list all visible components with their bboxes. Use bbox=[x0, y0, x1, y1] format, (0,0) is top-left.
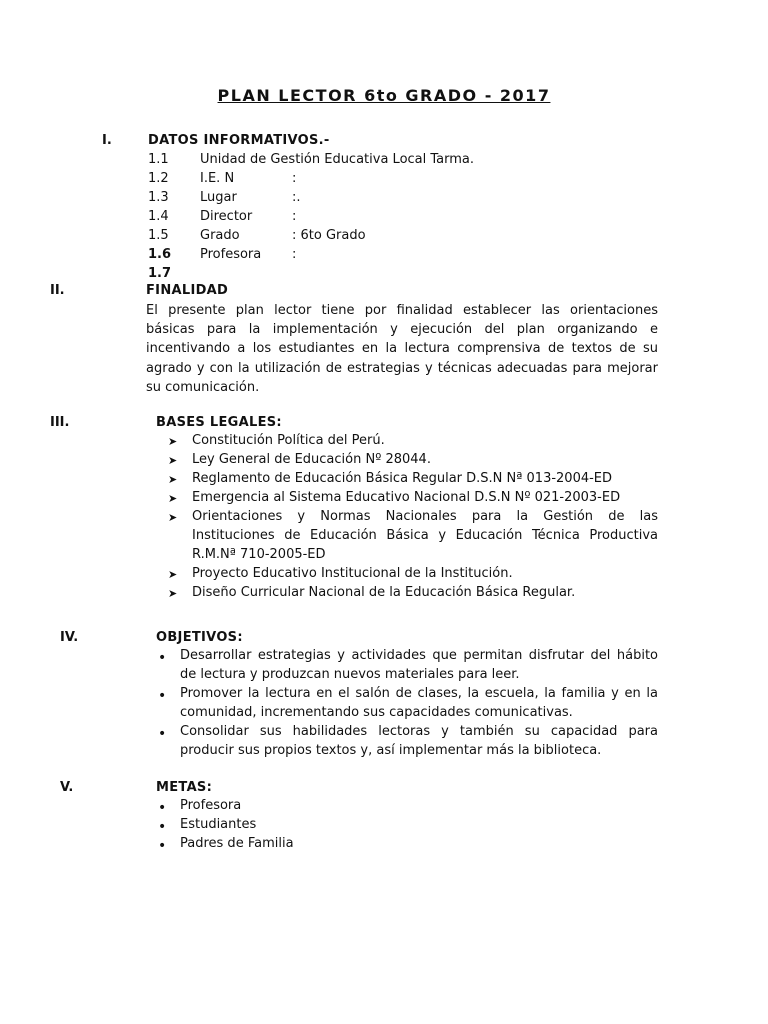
datos-item-value: : 6to Grado bbox=[292, 228, 366, 243]
arrow-bullet-icon: ➤ bbox=[168, 454, 178, 467]
arrow-bullet-icon: ➤ bbox=[168, 473, 178, 486]
bullet-dot-icon: • bbox=[158, 726, 167, 742]
datos-item-value: : bbox=[292, 209, 297, 224]
bullet-dot-icon: • bbox=[158, 800, 167, 816]
bullet-dot-icon: • bbox=[158, 688, 167, 704]
list-item-line: Promover la lectura en el salón de clases, la escuela, la familia y en la bbox=[180, 686, 658, 701]
section-5-number: V. bbox=[60, 780, 74, 795]
datos-item-number: 1.3 bbox=[148, 190, 169, 205]
datos-item-label: Profesora bbox=[200, 247, 262, 262]
paragraph-line: su comunicación. bbox=[146, 379, 260, 395]
section-4-number: IV. bbox=[60, 630, 79, 645]
datos-item-number: 1.4 bbox=[148, 209, 169, 224]
arrow-bullet-icon: ➤ bbox=[168, 568, 178, 581]
datos-item-number: 1.1 bbox=[148, 152, 169, 167]
datos-item-value: : bbox=[292, 247, 297, 262]
section-2-heading: FINALIDAD bbox=[146, 283, 229, 298]
arrow-bullet-icon: ➤ bbox=[168, 492, 178, 505]
section-3-heading: BASES LEGALES: bbox=[156, 415, 282, 430]
datos-item-label: Unidad de Gestión Educativa Local Tarma. bbox=[200, 152, 475, 167]
bullet-dot-icon: • bbox=[158, 819, 167, 835]
datos-item-value: :. bbox=[292, 190, 301, 205]
section-2-number: II. bbox=[50, 283, 65, 298]
finalidad-paragraph bbox=[146, 301, 658, 397]
list-item-line: Instituciones de Educación Básica y Educación Técnica Productiva bbox=[192, 528, 658, 543]
list-item: Profesora bbox=[180, 798, 242, 813]
datos-item-number: 1.7 bbox=[148, 266, 172, 281]
list-item-line: Consolidar sus habilidades lectoras y también su capacidad para bbox=[180, 724, 658, 739]
section-3-number: III. bbox=[50, 415, 70, 430]
list-item: Emergencia al Sistema Educativo Nacional D.S.N Nº 021-2003-ED bbox=[192, 490, 621, 505]
section-5-heading: METAS: bbox=[156, 780, 213, 795]
datos-item-label: Lugar bbox=[200, 190, 237, 205]
section-1-heading: DATOS INFORMATIVOS.- bbox=[148, 133, 330, 148]
list-item-line: de lectura y produzcan nuevos materiales para leer. bbox=[180, 667, 520, 682]
datos-item-number: 1.6 bbox=[148, 247, 172, 262]
paragraph-line: incentivando a los estudiantes en la lectura comprensiva de textos de su bbox=[146, 341, 658, 357]
paragraph-line: básicas para la implementación y ejecución del plan organizando e bbox=[146, 322, 658, 338]
bullet-dot-icon: • bbox=[158, 650, 167, 666]
document-title: PLAN LECTOR 6to GRADO - 2017 bbox=[217, 86, 551, 105]
list-item: Diseño Curricular Nacional de la Educación Básica Regular. bbox=[192, 585, 576, 600]
bullet-dot-icon: • bbox=[158, 838, 167, 854]
list-item: Estudiantes bbox=[180, 817, 257, 832]
list-item-line: Orientaciones y Normas Nacionales para la Gestión de las bbox=[192, 509, 658, 524]
datos-item-label: I.E. N bbox=[200, 171, 235, 186]
list-item-line: R.M.Nª 710-2005-ED bbox=[192, 547, 326, 562]
datos-item-number: 1.5 bbox=[148, 228, 169, 243]
list-item-line: Desarrollar estrategias y actividades que permitan disfrutar del hábito bbox=[180, 648, 658, 663]
arrow-bullet-icon: ➤ bbox=[168, 587, 178, 600]
arrow-bullet-icon: ➤ bbox=[168, 511, 178, 524]
datos-item-number: 1.2 bbox=[148, 171, 169, 186]
paragraph-line: agrado y con la utilización de estrategias y técnicas adecuadas para mejorar bbox=[146, 360, 658, 376]
datos-item-label: Director bbox=[200, 209, 253, 224]
datos-item-value: : bbox=[292, 171, 297, 186]
list-item-line: comunidad, incrementando sus capacidades comunicativas. bbox=[180, 705, 573, 720]
list-item: Ley General de Educación Nº 28044. bbox=[192, 452, 431, 467]
arrow-bullet-icon: ➤ bbox=[168, 435, 178, 448]
paragraph-line: El presente plan lector tiene por finalidad establecer las orientaciones bbox=[146, 303, 658, 318]
list-item: Padres de Familia bbox=[180, 836, 294, 851]
list-item: Constitución Política del Perú. bbox=[192, 433, 385, 448]
list-item: Proyecto Educativo Institucional de la Institución. bbox=[192, 566, 513, 581]
section-4-heading: OBJETIVOS: bbox=[156, 630, 243, 645]
list-item-line: producir sus propios textos y, así implementar más la biblioteca. bbox=[180, 743, 602, 758]
section-1-number: I. bbox=[102, 133, 112, 148]
list-item: Reglamento de Educación Básica Regular D.S.N Nª 013-2004-ED bbox=[192, 471, 613, 486]
datos-item-label: Grado bbox=[200, 228, 240, 243]
